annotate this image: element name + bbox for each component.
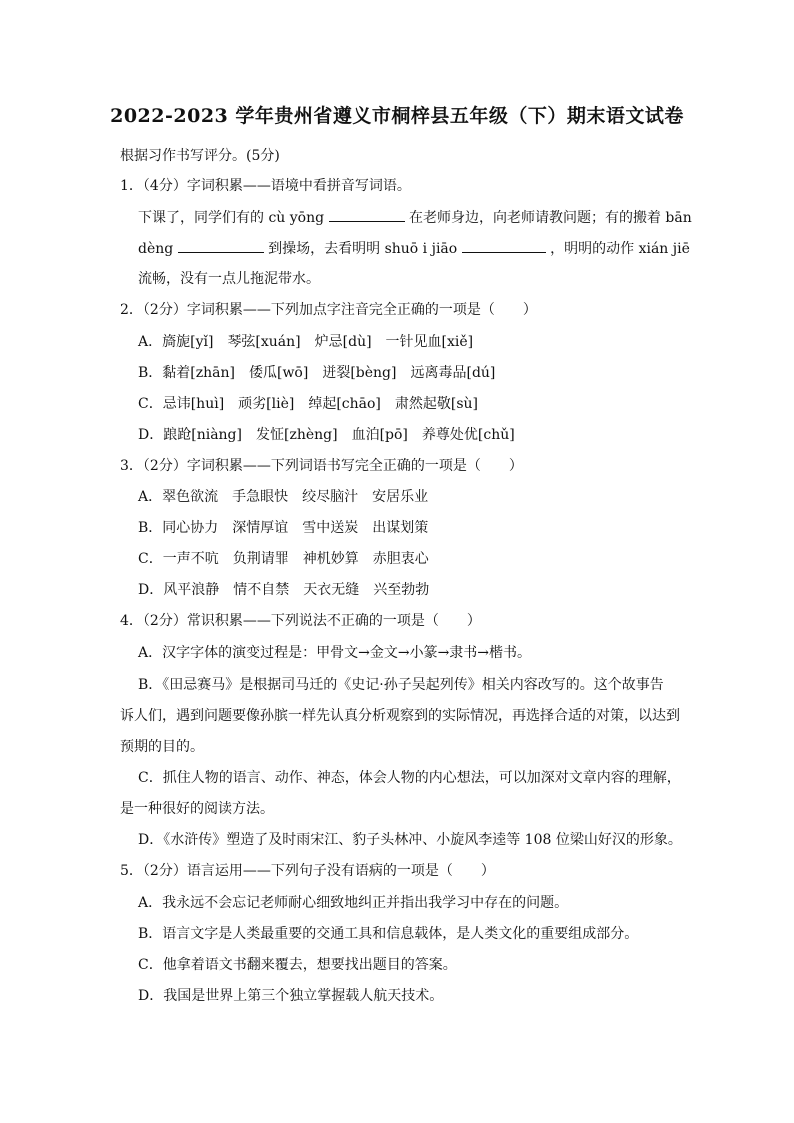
q2-option-a: A．旖旎[yǐ] 琴弦[xuán] 炉忌[dù] 一针见血[xiě]: [138, 334, 474, 350]
q4-option-c: C．抓住人物的语言、动作、神态，体会人物的内心想法，可以加深对文章内容的理解，: [138, 770, 681, 786]
answer-blank[interactable]: [462, 238, 546, 253]
q2-option-c: C．忌讳[huì] 顽劣[liè] 绰起[chāo] 肃然起敬[sù]: [138, 396, 479, 412]
answer-blank[interactable]: [178, 238, 264, 253]
q4-option-b: B．《田忌赛马》是根据司马迁的《史记·孙子吴起列传》相关内容改写的。这个故事告: [138, 677, 664, 693]
q2-option-b: B．黏着[zhān] 倭瓜[wō] 迸裂[bèng] 远离毒品[dú]: [138, 365, 496, 381]
q5-option-b: B．语言文字是人类最重要的交通工具和信息载体，是人类文化的重要组成部分。: [138, 926, 639, 942]
q3-option-a: A．翠色欲流 手急眼快 绞尽脑汁 安居乐业: [138, 489, 429, 505]
q1-stem: 1．（4分）字词积累——语境中看拼音写词语。: [120, 178, 411, 194]
q3-stem: 3．（2分）字词积累——下列词语书写完全正确的一项是（ ）: [120, 458, 523, 474]
q2-stem: 2．（2分）字词积累——下列加点字注音完全正确的一项是（ ）: [120, 302, 537, 318]
q1-text: dèng: [138, 241, 174, 257]
q5-option-a: A．我永远不会忘记老师耐心细致地纠正并指出我学习中存在的问题。: [138, 895, 569, 911]
q2-option-d: D．踉跄[niàng] 发怔[zhèng] 血泊[pō] 养尊处优[chǔ]: [138, 427, 515, 443]
answer-blank[interactable]: [329, 207, 405, 222]
q3-option-b: B．同心协力 深情厚谊 雪中送炭 出谋划策: [138, 520, 429, 536]
intro-text: 根据习作书写评分。(5分): [120, 148, 280, 164]
q1-text: 到操场，去看明明 shuō i jiāo: [268, 241, 458, 257]
q5-stem: 5．（2分）语言运用——下列句子没有语病的一项是（ ）: [120, 863, 495, 879]
q4-option-b-cont: 预期的目的。: [120, 739, 204, 755]
q1-text: 在老师身边，向老师请教问题；有的搬着 bān: [408, 210, 692, 226]
q4-stem: 4．（2分）常识积累——下列说法不正确的一项是（ ）: [120, 613, 481, 629]
q4-option-a: A．汉字字体的演变过程是：甲骨文→金文→小篆→隶书→楷书。: [138, 645, 532, 661]
q4-option-c-cont: 是一种很好的阅读方法。: [120, 801, 274, 817]
q5-option-d: D．我国是世界上第三个独立掌握载人航天技术。: [138, 988, 444, 1004]
q1-line-3: 流畅，没有一点儿拖泥带水。: [138, 271, 320, 287]
q1-text: 下课了，同学们有的 cù yōng: [138, 210, 325, 226]
q4-option-d: D．《水浒传》塑造了及时雨宋江、豹子头林冲、小旋风李逵等 108 位梁山好汉的形象。: [138, 832, 682, 848]
q3-option-d: D．风平浪静 情不自禁 天衣无缝 兴至勃勃: [138, 582, 430, 598]
q1-line-2: [138, 238, 690, 259]
q1-text: ，明明的动作 xián jiē: [550, 241, 690, 257]
q4-option-b-cont: 诉人们，遇到问题要像孙膑一样先认真分析观察到的实际情况，再选择合适的对策，以达到: [120, 708, 680, 724]
q3-option-c: C．一声不吭 负荆请罪 神机妙算 赤胆衷心: [138, 551, 429, 567]
exam-title: 2022-2023 学年贵州省遵义市桐梓县五年级（下）期末语文试卷: [110, 105, 684, 127]
q5-option-c: C．他拿着语文书翻来覆去，想要找出题目的答案。: [138, 957, 457, 973]
q1-line-1: [138, 207, 692, 228]
